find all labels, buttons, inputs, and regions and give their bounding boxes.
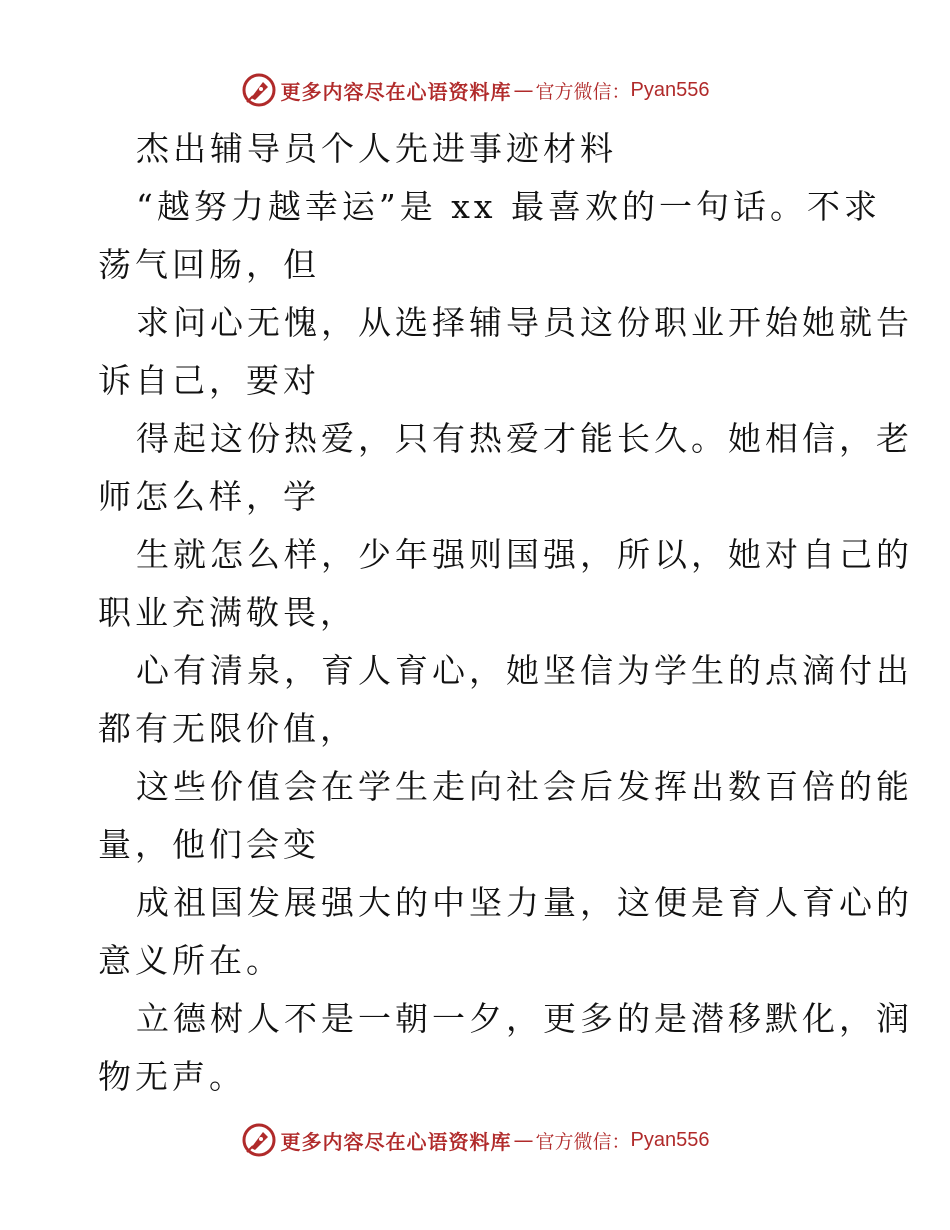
watermark-wechat-label: 官方微信：	[535, 80, 631, 103]
text-line: “越努力越幸运”是 xx 最喜欢的一句话。不求	[136, 187, 881, 226]
text-line: 都有无限价值，	[98, 709, 357, 748]
watermark-banner-bottom	[0, 1120, 950, 1160]
pen-nib-logo-icon	[241, 72, 277, 108]
watermark-promo-text: 更多内容尽在心语资料库	[280, 1129, 512, 1154]
text-line: 意义所在。	[98, 941, 283, 980]
document-body	[98, 120, 913, 1106]
text-line: 立德树人不是一朝一夕，更多的是潜移默化，润	[136, 999, 913, 1038]
watermark-dash: —	[513, 1128, 534, 1152]
text-line: 诉自己，要对	[98, 361, 320, 400]
text-line: 量，他们会变	[98, 825, 320, 864]
text-line: 职业充满敬畏，	[98, 593, 357, 632]
text-line: 荡气回肠，但	[98, 245, 320, 284]
text-line: 生就怎么样，少年强则国强，所以，她对自己的	[136, 535, 913, 574]
pen-nib-logo-icon	[241, 1122, 277, 1158]
text-line: 师怎么样，学	[98, 477, 320, 516]
watermark-dash: —	[513, 78, 534, 102]
text-line: 得起这份热爱，只有热爱才能长久。她相信，老	[136, 419, 913, 458]
watermark-wechat-id: Pyan556	[630, 78, 710, 101]
text-line: 心有清泉，育人育心，她坚信为学生的点滴付出	[136, 651, 913, 690]
watermark-wechat-id: Pyan556	[630, 1128, 710, 1151]
text-line: 物无声。	[98, 1057, 246, 1096]
document-title: 杰出辅导员个人先进事迹材料	[136, 129, 617, 168]
watermark-promo-text: 更多内容尽在心语资料库	[280, 79, 512, 104]
watermark-wechat-label: 官方微信：	[535, 1130, 631, 1153]
text-line: 成祖国发展强大的中坚力量，这便是育人育心的	[136, 883, 913, 922]
text-line: 这些价值会在学生走向社会后发挥出数百倍的能	[136, 767, 913, 806]
text-line: 求问心无愧，从选择辅导员这份职业开始她就告	[136, 303, 913, 342]
watermark-banner-top	[0, 70, 950, 110]
